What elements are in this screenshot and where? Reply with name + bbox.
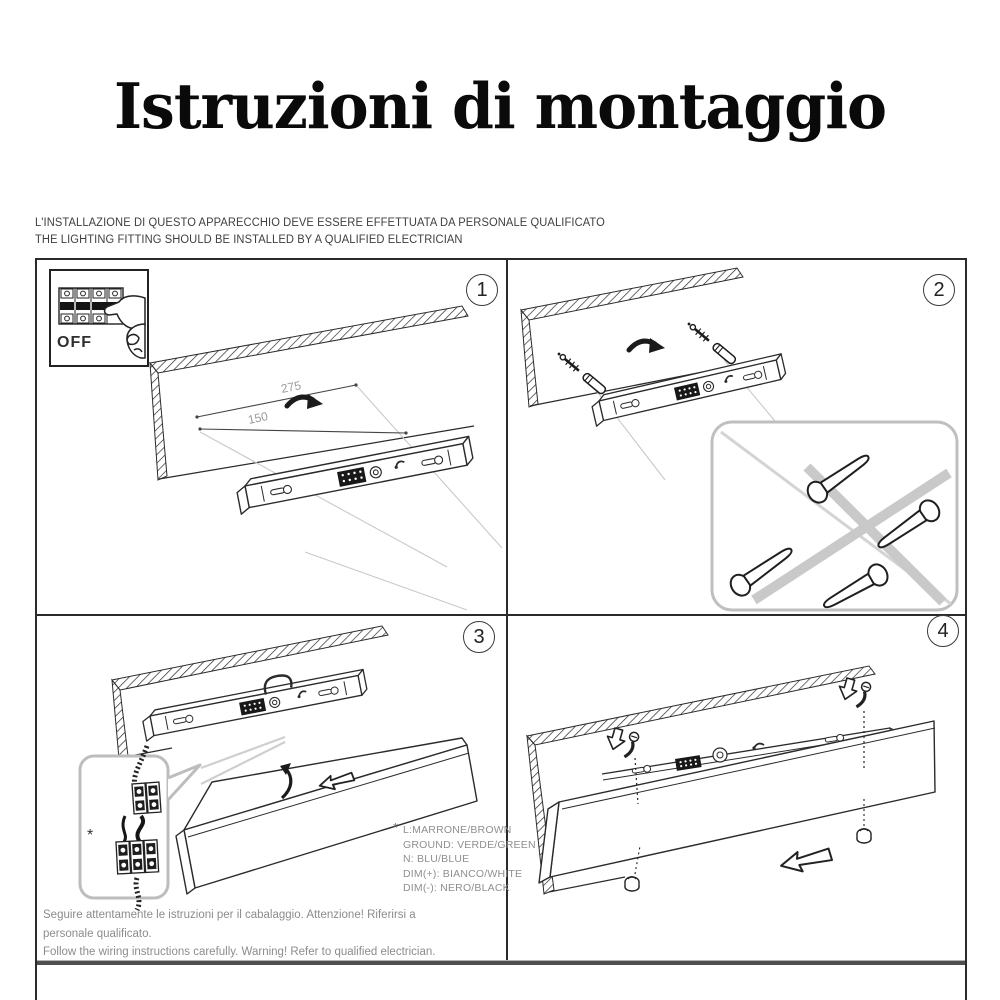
step-1-diagram: [37, 260, 505, 613]
breaker-off-label: OFF: [57, 334, 92, 351]
terminal-block-icon: [116, 840, 159, 874]
screw-icon: [855, 681, 872, 709]
step-1-badge: [466, 274, 498, 306]
step-number: 4: [937, 619, 949, 642]
direction-arrow-icon: [629, 338, 665, 353]
step-2-badge: [923, 274, 955, 306]
wrong-screws-inset: [712, 422, 957, 613]
instruction-grid: [35, 258, 967, 1000]
screw-icon: [623, 731, 640, 759]
warning-text: [35, 215, 605, 248]
wiring-note-it-line1: Seguire attentamente le istruzioni per il cabalaggio. Attenzione! Riferirsi a: [43, 909, 416, 921]
wiring-detail-inset: [80, 746, 200, 910]
step-2-diagram: [507, 260, 965, 613]
step-4-diagram: [507, 616, 965, 963]
mounting-bracket: [235, 436, 475, 514]
wall-plug-screw-icon: [685, 320, 743, 370]
dimension-line-275: [195, 383, 357, 418]
grub-screw-icon: [857, 829, 871, 843]
legend-line-ground: GROUND: VERDE/GREEN: [403, 838, 536, 851]
grub-screw-icon: [625, 877, 639, 891]
step-3-badge: [463, 621, 495, 653]
step-number: 2: [933, 278, 945, 301]
dimension-label-150: 150: [246, 409, 270, 427]
step-4-badge: [927, 615, 959, 647]
wiring-note: [43, 906, 493, 962]
step-number: 3: [473, 625, 485, 648]
legend-line-dim-plus: DIM(+): BIANCO/WHITE: [403, 867, 523, 880]
warning-text-it: L'INSTALLAZIONE DI QUESTO APPARECCHIO DEVE ESSERE EFFETTUATA DA PERSONALE QUALIFICATO: [35, 217, 605, 229]
step-number: 1: [476, 278, 488, 301]
wiring-legend: [393, 820, 536, 896]
wiring-note-it-line2: personale qualificato.: [43, 927, 152, 940]
down-arrow-icon: [604, 727, 627, 752]
fixture-body: [539, 721, 935, 883]
direction-arrow-icon: [287, 394, 323, 409]
power-off-inset: [50, 270, 148, 366]
legend-line-dim-minus: DIM(-): NERO/BLACK: [403, 882, 510, 894]
legend-line-neutral: N: BLU/BLUE: [403, 853, 470, 865]
asterisk-marker: *: [393, 820, 399, 835]
asterisk-marker: *: [87, 827, 94, 844]
mounting-bracket: [590, 354, 788, 426]
terminal-block-icon: [132, 782, 161, 814]
slide-arrow-icon: [779, 845, 833, 875]
wall-plug-screw-icon: [555, 350, 613, 400]
wiring-note-en: Follow the wiring instructions carefully. Warning! Refer to qualified electrician.: [43, 946, 436, 958]
page-title: Istruzioni di montaggio: [113, 70, 887, 144]
warning-text-en: THE LIGHTING FITTING SHOULD BE INSTALLED BY A QUALIFIED ELECTRICIAN: [35, 233, 463, 246]
dimension-line-150: [198, 427, 407, 434]
legend-line-live: L:MARRONE/BROWN: [403, 824, 512, 836]
dimension-label-275: 275: [279, 378, 303, 396]
